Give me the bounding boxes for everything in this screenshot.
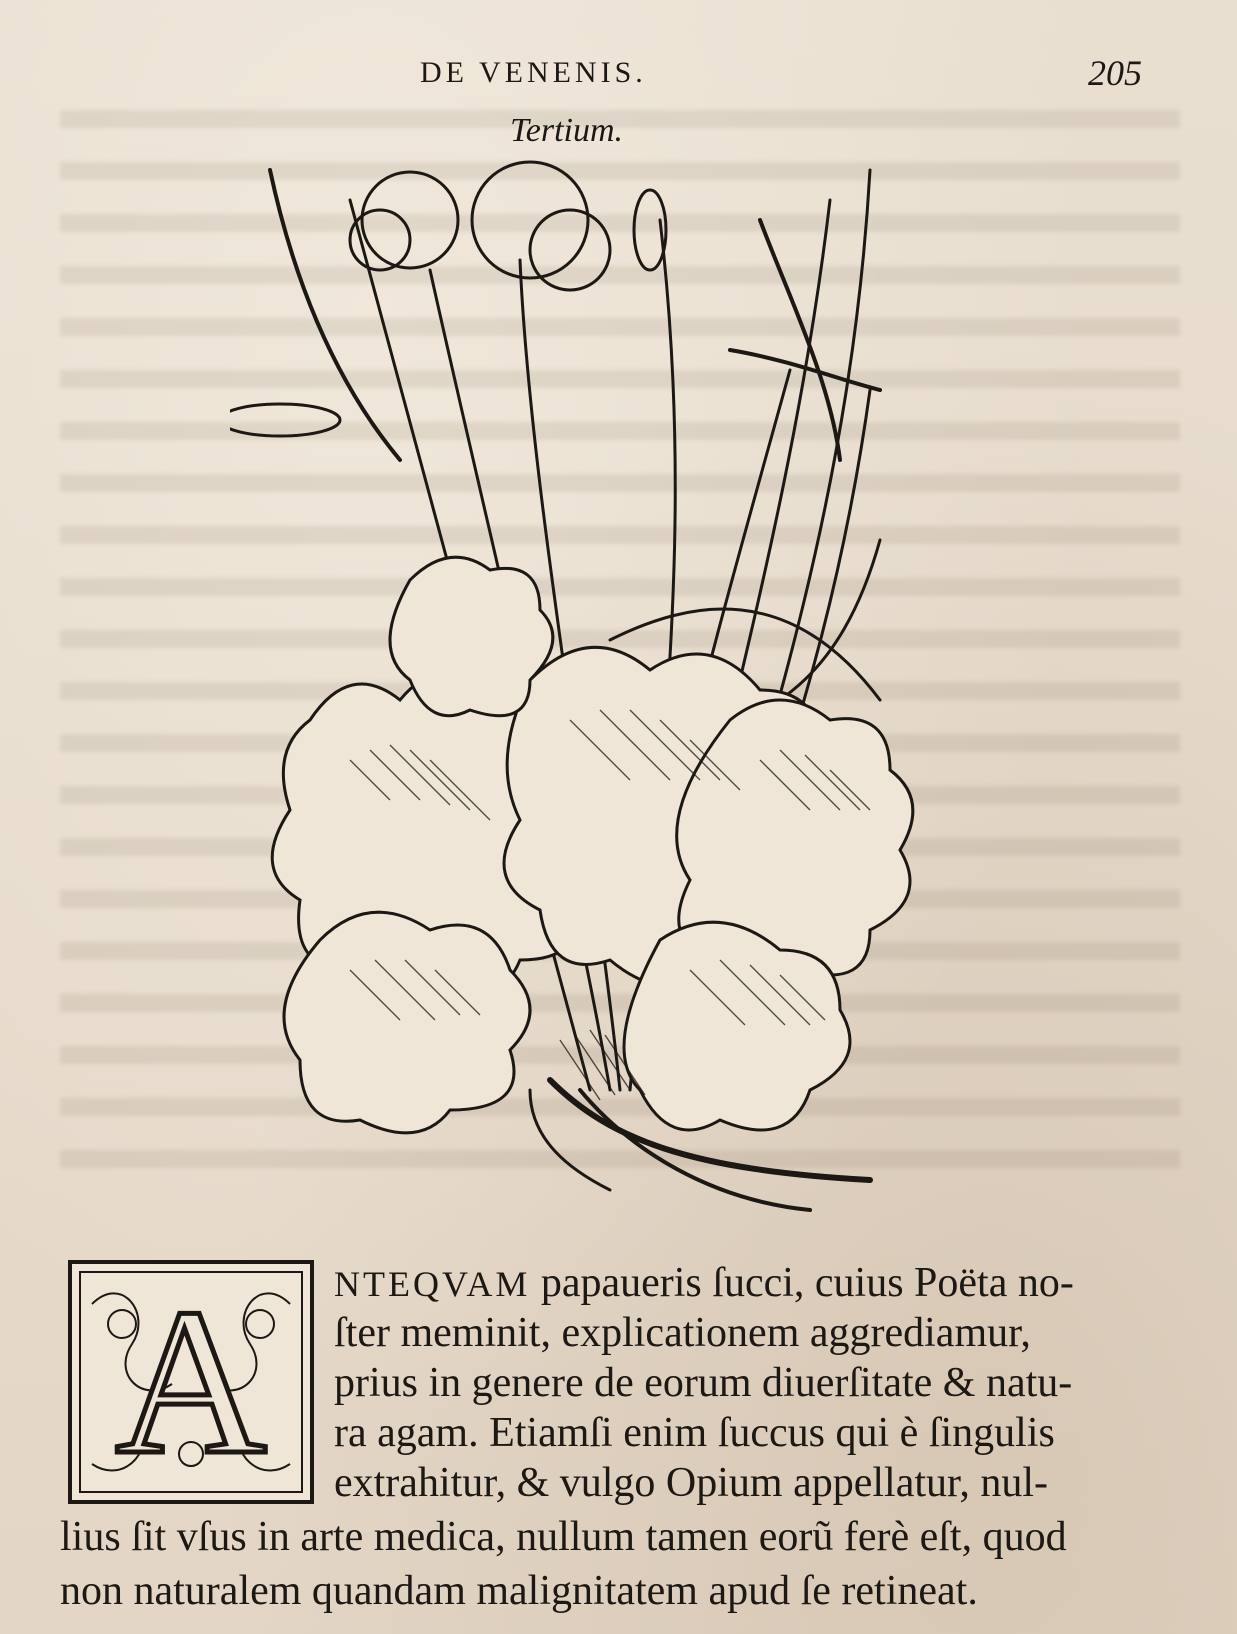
flower bbox=[350, 210, 410, 270]
text-line-5: extrahitur, & vulgo Opium appellatur, nul- bbox=[334, 1460, 1048, 1506]
text-line-1 bbox=[334, 1258, 1074, 1309]
figure-caption: Tertium. bbox=[510, 112, 624, 149]
flower bbox=[530, 210, 610, 290]
decorated-initial bbox=[68, 1260, 314, 1504]
seed-pod bbox=[760, 220, 840, 460]
initial-letter: A bbox=[115, 1266, 267, 1498]
running-title: DE VENENIS. bbox=[420, 56, 647, 89]
text-line-3: prius in genere de eorum diuerſitate & natu- bbox=[334, 1360, 1073, 1406]
running-head bbox=[0, 53, 1237, 106]
flower bbox=[362, 172, 458, 268]
text-line-6: lius ſit vſus in arte medica, nullum tamen eorũ ferè eſt, quod bbox=[60, 1514, 1067, 1560]
opening-small-caps: NTEQVAM bbox=[334, 1264, 531, 1304]
text-line-2: ſter meminit, explicationem aggrediamur, bbox=[334, 1310, 1031, 1356]
page-number: 205 bbox=[1088, 53, 1142, 93]
leaf-cluster bbox=[390, 557, 553, 716]
leaf-cluster bbox=[284, 912, 530, 1133]
text-line-7: non naturalem quandam malignitatem apud ſe retineat. bbox=[60, 1568, 978, 1614]
bud bbox=[230, 404, 340, 436]
text-line-4: ra agam. Etiamſi enim ſuccus qui è ſingulis bbox=[334, 1410, 1055, 1456]
woodcut-illustration bbox=[230, 160, 930, 1240]
root bbox=[530, 1090, 610, 1190]
text-line-1-rest: papaueris ſucci, cuius Poëta no- bbox=[530, 1260, 1074, 1306]
